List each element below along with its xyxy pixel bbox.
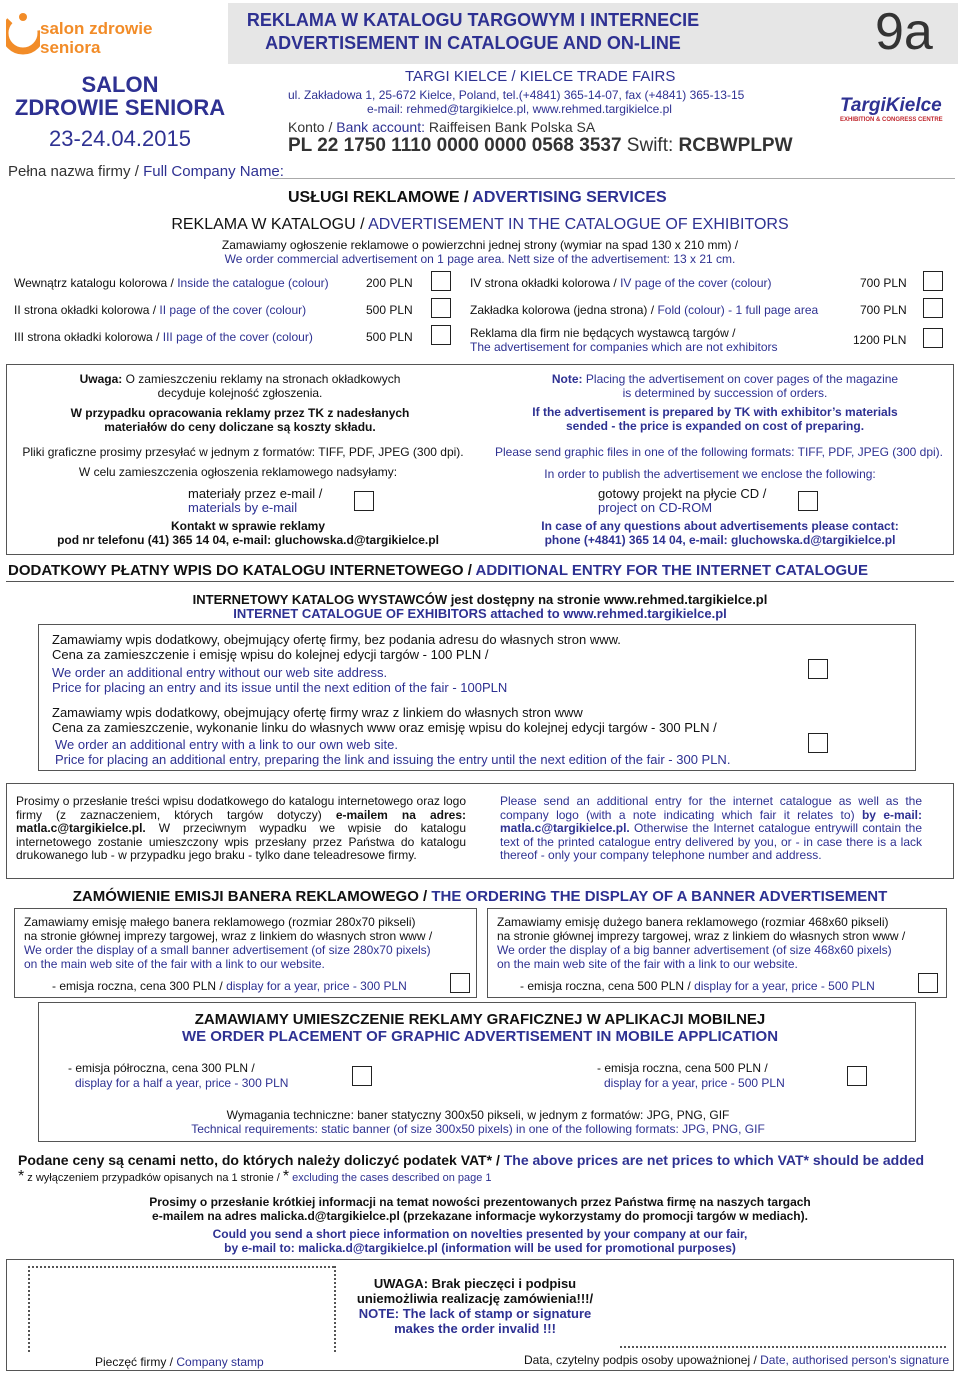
signature-line[interactable] (620, 1346, 946, 1348)
mobile-year-en: display for a year, price - 500 PLN (604, 1076, 785, 1090)
logo-line1: salon zdrowie (40, 19, 153, 38)
checkbox-catalogue-left-0[interactable] (431, 271, 451, 291)
news-en2: by e-mail to: malicka.d@targikielce.pl (information will be used for promotional purposes) (224, 1241, 736, 1255)
note-en-files: Please send graphic files in one of the following formats: TIFF, PDF, JPEG (300 dpi). (495, 445, 943, 459)
company-name-label (8, 163, 284, 180)
vat-star-pl: z wyłączeniem przypadków opisanych na 1 stronie / (24, 1172, 283, 1184)
o1-en1: We order an additional entry without our web site address. (52, 665, 388, 680)
option-label-en: III page of the cover (colour) (162, 330, 313, 344)
o2-en2: Price for placing an additional entry, preparing the link and issuing the entry until the next edition of the fair - 300 PLN. (55, 752, 731, 767)
opt-cd-en: project on CD-ROM (598, 500, 713, 515)
stamp-right-dots (334, 1266, 336, 1352)
banner-small-en2: on the main web site of the fair with a link to our website. (24, 957, 325, 971)
checkbox-entry-with-link[interactable] (808, 733, 828, 753)
mobile-half-pl: - emisja półroczna, cena 300 PLN / (68, 1061, 255, 1075)
banner-small-price-en: display for a year, price - 300 PLN (226, 979, 407, 993)
targi-logo-main: TargiKielce (840, 95, 942, 116)
internet-rule (6, 581, 954, 582)
info-pl-a: Prosimy o przesłanie treści wpisu dodatkowego do katalogu internetowego oraz logo firmy (z zaznaczeniem, których targów dotyczy) (16, 794, 466, 822)
mobile-title-en: WE ORDER PLACEMENT OF GRAPHIC ADVERTISEMENT IN MOBILE APPLICATION (181, 1028, 779, 1045)
mobile-half-en: display for a half a year, price - 300 PLN (75, 1076, 289, 1090)
organizer-address: ul. Zakładowa 1, 25-672 Kielce, Poland, tel.(+4841) 365-14-07, fax (+4841) 365-13-15 (288, 88, 745, 102)
bank-name: Raiffeisen Bank Polska SA (425, 119, 596, 135)
o1-pl2: Cena za zamieszczenie i emisję wpisu do kolejnej edycji targów - 100 PLN / (52, 647, 489, 662)
catalogue-title-en: ADVERTISEMENT IN THE CATALOGUE OF EXHIBITORS (368, 216, 789, 233)
stamp-label (95, 1355, 264, 1369)
services-en: ADVERTISING SERVICES (472, 189, 667, 206)
logo-line2: seniora (40, 38, 101, 57)
option-label-en: Inside the catalogue (colour) (177, 276, 329, 290)
vat-pl: Podane ceny są cenami netto, do których należy doliczyć podatek VAT* / (18, 1152, 504, 1168)
banner-small-pl1: Zamawiamy emisję małego banera reklamowego (rozmiar 280x70 pikseli) (24, 915, 416, 929)
mobile-title-pl: ZAMAWIAMY UMIESZCZENIE REKLAMY GRAFICZNEJ W APLIKACJI MOBILNEJ (194, 1011, 766, 1028)
note-en (550, 372, 900, 400)
internet-info-pl (16, 795, 466, 863)
o2-pl1: Zamawiamy wpis dodatkowy, obejmujący ofertę firmy wraz z linkiem do własnych stron www (52, 705, 583, 720)
banner-small-price (52, 979, 407, 993)
banner-big-price-pl: - emisja roczna, cena 500 PLN / (520, 979, 695, 993)
banner-title-en: THE ORDERING THE DISPLAY OF A BANNER ADVERTISEMENT (431, 888, 888, 905)
checkbox-entry-no-link[interactable] (808, 659, 828, 679)
contact-pl-1: Kontakt w sprawie reklamy (170, 519, 326, 533)
option-label-pl: II strona okładki kolorowa / (14, 303, 160, 317)
internet-title-en: ADDITIONAL ENTRY FOR THE INTERNET CATALOGUE (475, 562, 868, 579)
targi-logo-sub: EXHIBITION & CONGRESS CENTRE (840, 117, 943, 123)
info-pl-c: W przeciwnym wypadku we wpisie do katalogu internetowego zostanie umieszczony wpis przesłany przez Państwa do katalogu drukowanego lub - w przypadku jego braku - tylko dane teleadresowe firmy. (16, 821, 466, 863)
o1-en2: Price for placing an entry and its issue until the next edition of the fair - 100PLN (52, 680, 508, 695)
salon-logo (6, 5, 153, 61)
checkbox-mobile-half-year[interactable] (352, 1066, 372, 1086)
o1-pl1: Zamawiamy wpis dodatkowy, obejmujący ofertę firmy, bez podania adresu do własnych stron www. (52, 632, 621, 647)
checkbox-banner-big[interactable] (918, 973, 938, 993)
banner-big-price-en: display for a year, price - 500 PLN (694, 979, 875, 993)
company-label-pl: Pełna nazwa firmy / (8, 163, 144, 180)
contact-en-1: In case of any questions about advertisements please contact: (541, 519, 899, 533)
option-label-pl: Zakładka kolorowa (jedna strona) / (470, 303, 658, 317)
option-label-en: II page of the cover (colour) (159, 303, 307, 317)
info-en-a: Please send an additional entry for the internet catalogue as well as the company logo (with a note indicating which fair it relates to) (500, 794, 922, 822)
info-en-c: Otherwise the Internet catalogue entrywill contain the text of the printed catalogue entry delivered by you, or - in case there is a lack thereof - only your company telephone number and address. (500, 821, 922, 863)
iban: PL 22 1750 1110 0000 0000 0568 3537 (288, 135, 622, 156)
stamp-label-pl: Pieczęć firmy / (95, 1355, 177, 1369)
swift-label: Swift: (621, 135, 679, 156)
mobile-year-pl: - emisja roczna, cena 500 PLN / (597, 1061, 768, 1075)
vat-en: The above prices are net prices to which VAT* should be added (503, 1152, 925, 1168)
option-price: 700 PLN (860, 276, 907, 290)
checkbox-project-cd[interactable] (798, 491, 818, 511)
organizer-email: e-mail: rehmed@targikielce.pl, www.rehmed.targikielce.pl (367, 102, 672, 116)
bank-account (288, 119, 595, 135)
catalogue-desc-en: We order commercial advertisement on 1 page area. Nett size of the advertisement: 13 x 21 cm. (224, 252, 736, 266)
banner-big-pl1: Zamawiamy emisję dużego banera reklamowego (rozmiar 468x60 pikseli) (497, 915, 889, 929)
note-pl-files: Pliki graficzne prosimy przesyłać w jednym z formatów: TIFF, PDF, JPEG (300 dpi). (22, 445, 464, 459)
note-pl-text: O zamieszczeniu reklamy na stronach okładkowych decyduje kolejność zgłoszenia. (122, 372, 401, 400)
o2-en1: We order an additional entry with a link to our own web site. (55, 737, 398, 752)
catalogue-option-right (470, 276, 945, 306)
checkbox-catalogue-right-0[interactable] (923, 271, 943, 291)
banner-big-en2: on the main web site of the fair with a link to our website. (497, 957, 798, 971)
account-label-en: Bank account: (336, 119, 425, 135)
checkbox-mobile-year[interactable] (847, 1066, 867, 1086)
warn-pl1: UWAGA: Brak pieczęci i podpisu (373, 1276, 577, 1291)
opt-cd-pl: gotowy projekt na płycie CD / (598, 486, 767, 501)
checkbox-catalogue-right-1[interactable] (923, 298, 943, 318)
internet-sub-pl: INTERNETOWY KATALOG WYSTAWCÓW jest dostępny na stronie www.rehmed.targikielce.pl (192, 592, 768, 607)
note-en-send: In order to publish the advertisement we enclose the following: (544, 467, 876, 481)
o2-pl2: Cena za zamieszczenie, wykonanie linku do własnych www oraz emisję wpisu do kolejnej edycji targów - 300 PLN / (52, 720, 717, 735)
internet-title (8, 562, 868, 579)
banner-small-en1: We order the display of a small banner advertisement (of size 280x70 pixels) (24, 943, 431, 957)
swift: RCBWPLPW (678, 135, 793, 156)
option-label-en: Fold (colour) - 1 full page area (657, 303, 819, 317)
option-price: 500 PLN (366, 330, 413, 344)
logo-swirl-icon (6, 7, 40, 59)
event-name-1: SALON (81, 72, 159, 97)
banner-big-price (520, 979, 875, 993)
catalogue-desc-pl: Zamawiamy ogłoszenie reklamowe o powierzchni jednej strony (wymiar na spad 130 x 210 mm) / (221, 238, 739, 252)
form-code: 9a (875, 3, 933, 61)
option-label-pl: III strona okładki kolorowa / (14, 330, 163, 344)
option-price: 200 PLN (366, 276, 413, 290)
note-en-text: Placing the advertisement on cover pages of the magazine is determined by succession of orders. (582, 372, 899, 400)
targi-kielce-logo (840, 95, 955, 131)
checkbox-catalogue-right-2[interactable] (923, 328, 943, 348)
banner-big-en1: We order the display of a big banner advertisement (of size 468x60 pixels) (497, 943, 892, 957)
option-label-en: IV page of the cover (colour) (620, 276, 772, 290)
account-label-pl: Konto / (288, 119, 337, 135)
warn-en2: makes the order invalid !!! (394, 1321, 556, 1336)
internet-sub-en: INTERNET CATALOGUE OF EXHIBITORS attached to www.rehmed.targikielce.pl (233, 606, 727, 621)
opt-email-pl: materiały przez e-mail / (188, 486, 323, 501)
signature-label-pl: Data, czytelny podpis osoby upoważnionej / (524, 1353, 761, 1367)
checkbox-banner-small[interactable] (450, 973, 470, 993)
checkbox-catalogue-left-2[interactable] (431, 325, 451, 345)
contact-pl-2: pod nr telefonu (41) 365 14 04, e-mail: gluchowska.d@targikielce.pl (57, 533, 439, 547)
catalogue-title-pl: REKLAMA W KATALOGU / (171, 216, 369, 233)
vat-star-en: excluding the cases described on page 1 (289, 1172, 492, 1184)
option-label-pl: IV strona okładki kolorowa / (470, 276, 621, 290)
catalogue-option-left (14, 303, 454, 323)
services-pl: USŁUGI REKLAMOWE / (288, 189, 473, 206)
option-label-en: The advertisement for companies which are not exhibitors (470, 340, 778, 354)
banner-title (0, 888, 960, 905)
event-name-2: ZDROWIE SENIORA (14, 95, 226, 120)
signature-label-en: Date, authorised person's signature (760, 1353, 950, 1367)
iban-line (288, 135, 793, 157)
opt-email-en: materials by e-mail (188, 500, 298, 515)
catalogue-option-left (14, 276, 454, 296)
note-pl-bold: Uwaga: (79, 372, 123, 386)
vat-note (18, 1152, 924, 1168)
note-pl-tk: W przypadku opracowania reklamy przez TK z nadesłanych materiałów do ceny doliczane są koszty składu. (70, 406, 410, 434)
news-pl2: e-mailem na adres malicka.d@targikielce.pl (przekazane informacje wykorzystamy do promocji targów w mediach). (152, 1209, 808, 1223)
warn-pl2: uniemożliwia realizację zamówienia!!!/ (356, 1291, 594, 1306)
banner-small-pl2: na stronie głównej imprezy targowej, wraz z linkiem do własnych stron www / (24, 929, 433, 943)
header-title-pl: REKLAMA W KATALOGU TARGOWYM I INTERNECIE (246, 10, 700, 30)
catalogue-title (0, 216, 960, 234)
company-label-en: Full Company Name: (143, 163, 284, 180)
header-title-en: ADVERTISEMENT IN CATALOGUE AND ON-LINE (265, 33, 681, 53)
catalogue-option-left (14, 330, 454, 350)
info-pl-b: e-mailem na adres: matla.c@targikielce.pl. (16, 807, 466, 836)
option-price: 700 PLN (860, 303, 907, 317)
signature-label (524, 1353, 949, 1367)
option-price: 500 PLN (366, 303, 413, 317)
company-stamp-area[interactable] (30, 1268, 332, 1352)
note-en-tk: If the advertisement is prepared by TK with exhibitor’s materials sended - the price is expanded on cost of preparing. (532, 405, 898, 433)
catalogue-option-right (470, 326, 945, 356)
banner-small-price-pl: - emisja roczna, cena 300 PLN / (52, 979, 227, 993)
internet-info-en (500, 795, 922, 863)
banner-big-pl2: na stronie głównej imprezy targowej, wraz z linkiem do własnych stron www / (497, 929, 906, 943)
checkbox-materials-email[interactable] (354, 491, 374, 511)
internet-title-pl: DODATKOWY PŁATNY WPIS DO KATALOGU INTERNETOWEGO / (8, 562, 476, 579)
organizer-name: TARGI KIELCE / KIELCE TRADE FAIRS (405, 68, 676, 85)
info-en-b: by e-mail: matla.c@targikielce.pl. (500, 807, 922, 836)
stamp-label-en: Company stamp (176, 1355, 264, 1369)
vat-star-note: * z wyłączeniem przypadków opisanych na 1 stronie / * excluding the cases described on page 1 (18, 1168, 492, 1185)
warn-en1: NOTE: The lack of stamp or signature (358, 1306, 592, 1321)
news-pl1: Prosimy o przesłanie krótkiej informacji na temat nowości prezentowanych przez Państwa firmę na naszych targach (149, 1195, 811, 1209)
event-date: 23-24.04.2015 (49, 126, 191, 151)
note-pl (60, 372, 420, 400)
option-price: 1200 PLN (853, 333, 907, 347)
checkbox-catalogue-left-1[interactable] (431, 298, 451, 318)
note-pl-send: W celu zamieszczenia ogłoszenia reklamowego nadsyłamy: (78, 465, 398, 479)
note-en-bold: Note: (551, 372, 583, 386)
banner-title-pl: ZAMÓWIENIE EMISJI BANERA REKLAMOWEGO / (72, 888, 432, 905)
mobile-req-pl: Wymagania techniczne: baner statyczny 300x50 pikseli, w jednym z formatów: JPG, PNG, GIF (226, 1108, 730, 1122)
contact-en-2: phone (+4841) 365 14 04, e-mail: gluchowska.d@targikielce.pl (544, 533, 896, 547)
option-label-pl: Wewnątrz katalogu kolorowa / (14, 276, 178, 290)
mobile-req-en: Technical requirements: static banner (of size 300x50 pixels) in one of the following formats: JPG, PNG, GIF (191, 1122, 765, 1136)
company-name-field[interactable] (270, 178, 955, 179)
news-en1: Could you send a short piece information on novelties presented by your company at our fair, (212, 1227, 748, 1241)
services-heading (288, 189, 667, 207)
option-label-pl: Reklama dla firm nie będących wystawcą targów / (470, 326, 736, 340)
